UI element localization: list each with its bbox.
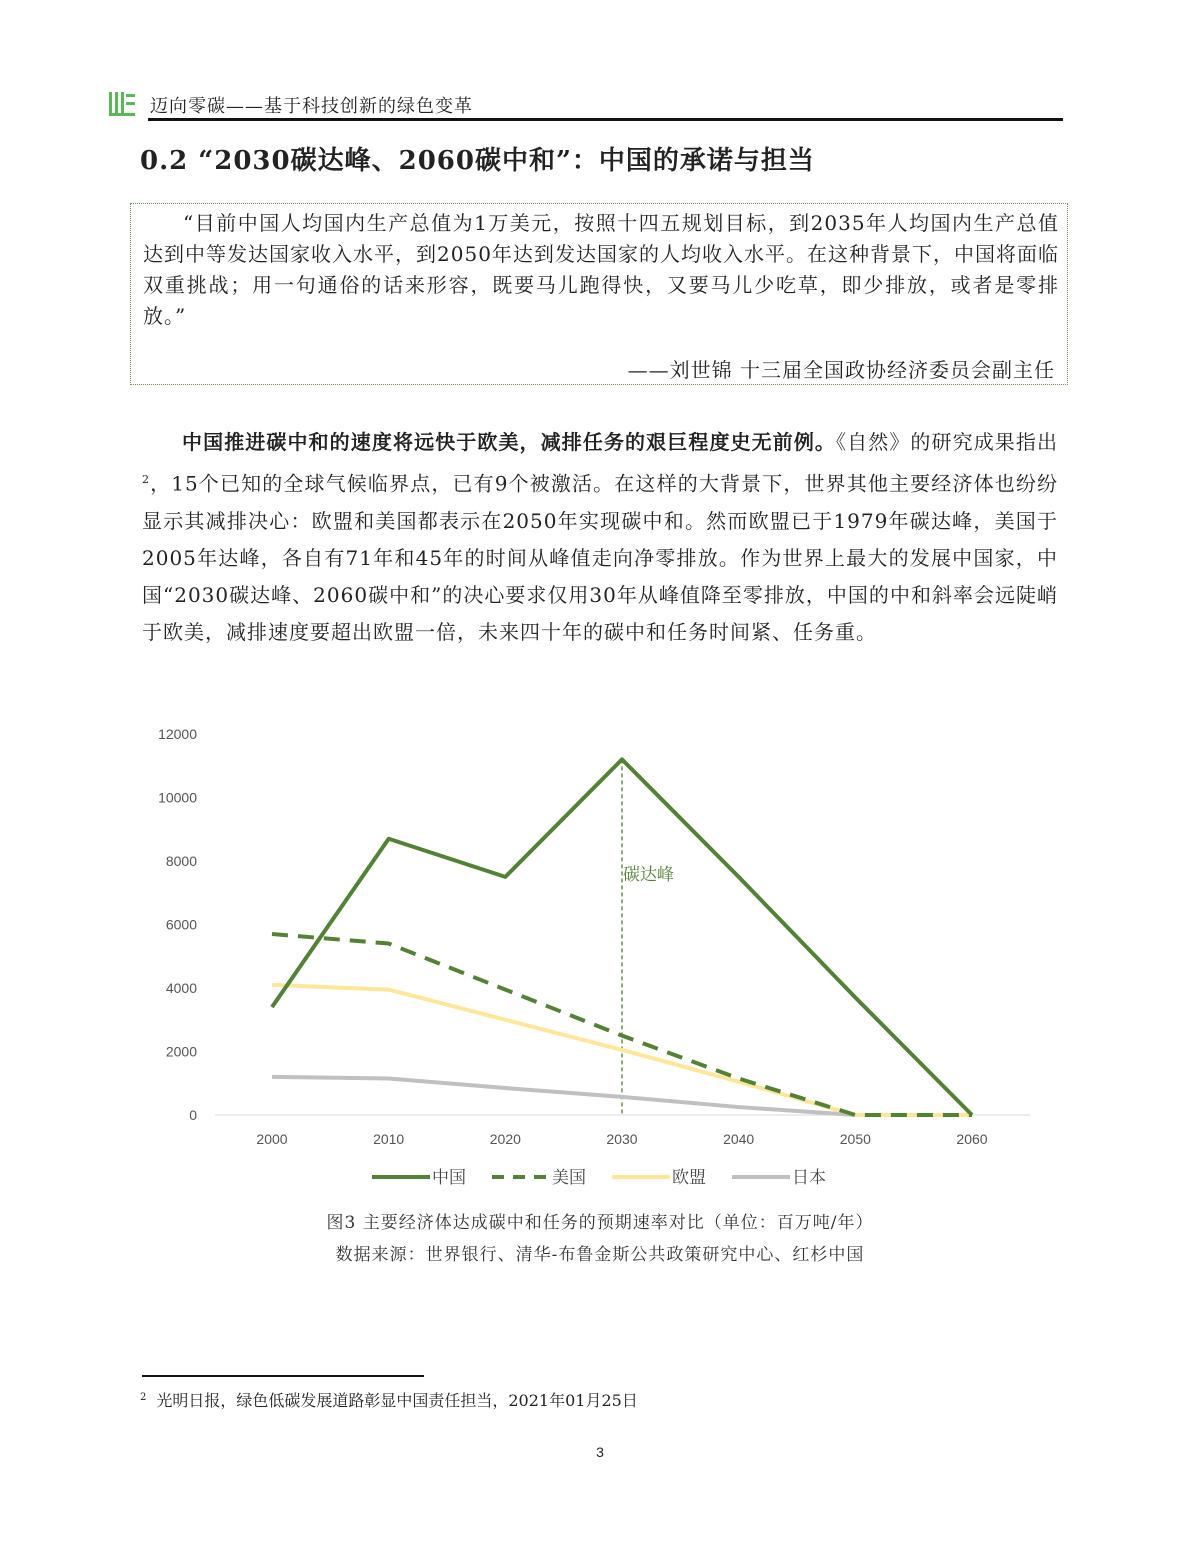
y-tick-label: 4000 — [165, 980, 197, 996]
quote-attribution: ——刘世锦 十三届全国政协经济委员会副主任 — [627, 358, 1055, 382]
y-tick-label: 12000 — [158, 726, 197, 742]
legend-label: 欧盟 — [672, 1168, 706, 1187]
series-line-美国 — [272, 934, 972, 1115]
figure-caption: 图3 主要经济体达成碳中和任务的预期速率对比（单位：百万吨/年） — [326, 1213, 874, 1233]
page-number: 3 — [596, 1444, 604, 1460]
section-title: 0.2 “2030碳达峰、2060碳中和”：中国的承诺与担当 — [140, 146, 815, 176]
peak-annotation-label: 碳达峰 — [623, 865, 674, 884]
y-tick-label: 0 — [189, 1107, 197, 1123]
legend-label: 美国 — [552, 1168, 586, 1187]
x-tick-label: 2050 — [839, 1131, 871, 1147]
legend-label: 日本 — [792, 1168, 826, 1187]
header-divider — [148, 118, 1063, 121]
x-tick-label: 2030 — [606, 1131, 638, 1147]
footnote-number: 2 — [140, 1391, 147, 1403]
x-tick-label: 2000 — [256, 1131, 288, 1147]
x-tick-label: 2040 — [723, 1131, 755, 1147]
x-tick-label: 2060 — [956, 1131, 988, 1147]
footnote-ref[interactable]: 2 — [142, 473, 150, 486]
quote-text: “目前中国人均国内生产总值为1万美元，按照十四五规划目标，到2035年人均国内生产总值达到中等发达国家收入水平，到2050年达到发达国家的人均收入水平。在这种背景下，中国将面临双重挑战；用一句通俗的话来形容，既要马儿跑得快，又要马儿少吃草，即少排放，或者是零排放。” — [143, 211, 1059, 328]
y-tick-label: 10000 — [158, 789, 197, 806]
body-text-a: 《自然》的研究成果指出 — [836, 430, 1059, 454]
page-header — [108, 88, 1063, 122]
y-tick-label: 8000 — [165, 853, 197, 869]
logo-icon — [108, 90, 136, 118]
figure-source: 数据来源：世界银行、清华-布鲁金斯公共政策研究中心、红杉中国 — [335, 1245, 865, 1265]
y-tick-label: 6000 — [165, 916, 197, 933]
legend-label: 中国 — [432, 1168, 466, 1187]
footnote-divider — [142, 1375, 424, 1377]
footnote — [140, 1388, 638, 1411]
x-tick-label: 2020 — [489, 1131, 521, 1147]
lead-sentence: 中国推进碳中和的速度将远快于欧美，减排任务的艰巨程度史无前例。 — [182, 430, 837, 454]
y-tick-label: 2000 — [165, 1043, 197, 1060]
footnote-text: 光明日报，绿色低碳发展道路彰显中国责任担当，2021年01月25日 — [156, 1391, 638, 1410]
quote-box — [130, 203, 1068, 385]
body-paragraph — [142, 424, 1058, 651]
emissions-chart — [140, 720, 1050, 1200]
body-text-b: ，15个已知的全球气候临界点，已有9个被激活。在这样的大背景下，世界其他主要经济体也纷纷显示其减排决心：欧盟和美国都表示在2050年实现碳中和。然而欧盟已于1979年碳达峰，美国于2005年达峰，各自有71年和45年的时间从峰值走向净零排放。作为世界上最大的发展中国家，中国“2030碳达峰、2060碳中和”的决心要求仅用30年从峰值降至零排放，中国的中和斜率会远陡峭于欧美，减排速度要超出欧盟一倍，未来四十年的碳中和任务时间紧、任务重。 — [142, 471, 1058, 644]
header-title: 迈向零碳——基于科技创新的绿色变革 — [150, 96, 473, 117]
x-tick-label: 2010 — [373, 1131, 405, 1147]
